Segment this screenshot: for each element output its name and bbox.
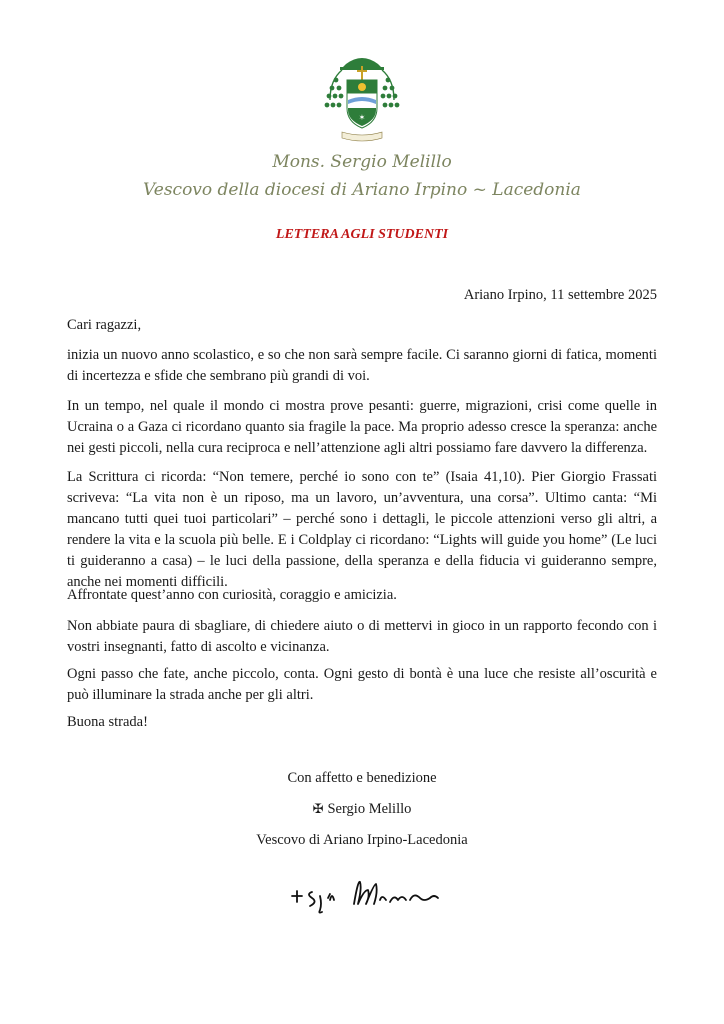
header-bishop-name: Mons. Sergio Melillo — [272, 152, 452, 172]
letter-date: Ariano Irpino, 11 settembre 2025 — [463, 287, 657, 303]
svg-text:✶: ✶ — [358, 113, 366, 122]
closing-salutation: Con affetto e benedizione — [287, 770, 437, 786]
paragraph: Buona strada! — [67, 714, 148, 730]
header-diocese: Vescovo della diocesi di Ariano Irpino ~ Lacedonia — [143, 180, 581, 200]
handwritten-signature — [284, 870, 444, 920]
letter-title: LETTERA AGLI STUDENTI — [275, 227, 449, 242]
paragraph: In un tempo, nel quale il mondo ci mostra prove pesanti: guerre, migrazioni, crisi come quelle in Ucraina o a Gaza ci ricordano quanto sia fragile la pace. Ma proprio adesso cresce la speranza: anche nei gesti piccoli, nella cura reciproca e nell’attenzione agli altri possiamo fare davvero la differenza. — [67, 398, 657, 456]
paragraph: La Scrittura ci ricorda: “Non temere, perché io sono con te” (Isaia 41,10). Pier Giorgio Frassati scriveva: “La vita non è un riposo, ma un lavoro, un’avventura, una corsa”. Ultimo canta: “Mi mancano tutti quei tuoi particolari” – perché sono i dettagli, le piccole attenzioni verso gli altri, a rendere la vita e la scuola più belle. E i Coldplay ci ricordano: “Lights will guide you home” (Le luci ti guideranno a casa) – le luci della passione, della speranza e della fiducia vi guideranno sempre, anche nei momenti difficili. — [67, 469, 657, 590]
closing-signatory — [0, 801, 724, 818]
paragraph: inizia un nuovo anno scolastico, e so che non sarà sempre facile. Ci saranno giorni di fatica, momenti di incertezza e sfide che sembrano più grandi di voi. — [67, 347, 657, 384]
paragraph: Ogni passo che fate, anche piccolo, conta. Ogni gesto di bontà è una luce che resiste all’oscurità e può illuminare la strada anche per gli altri. — [67, 666, 657, 703]
coat-of-arms-icon — [322, 50, 402, 146]
signatory-role: Vescovo di Ariano Irpino-Lacedonia — [256, 832, 468, 848]
cross-icon: ✠ — [312, 801, 324, 816]
paragraph: Affrontate quest’anno con curiosità, coraggio e amicizia. — [67, 587, 397, 603]
greeting: Cari ragazzi, — [67, 317, 142, 333]
signatory-name: Sergio Melillo — [327, 801, 412, 817]
paragraph: Non abbiate paura di sbagliare, di chiedere aiuto o di mettervi in gioco in un rapporto fecondo con i vostri insegnanti, fatto di ascolto e vicinanza. — [67, 618, 657, 655]
